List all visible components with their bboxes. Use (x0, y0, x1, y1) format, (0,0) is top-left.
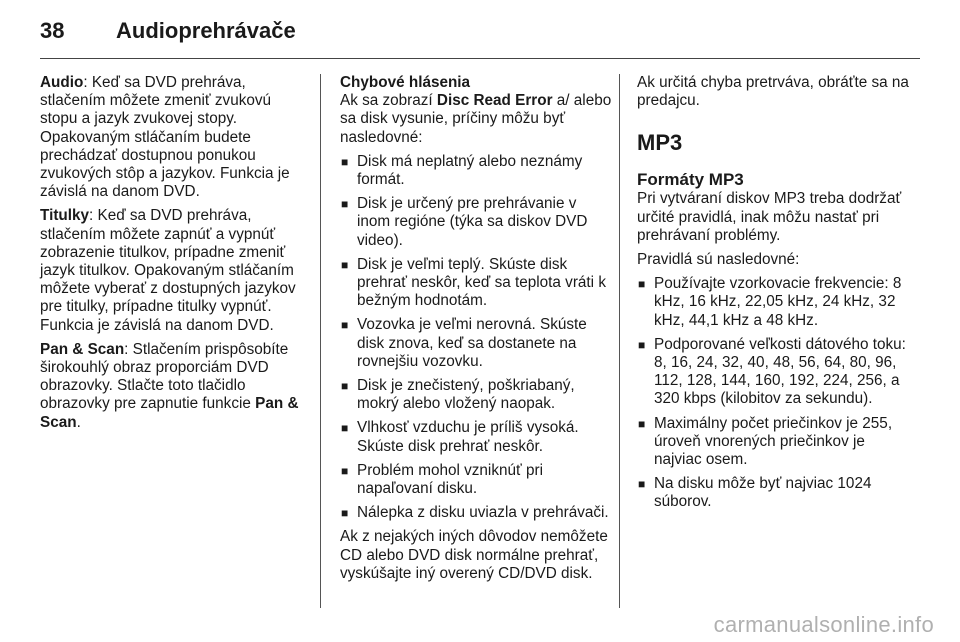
list-item-text: Disk je určený pre prehrávanie v inom regióne (týka sa diskov DVD video). (357, 195, 588, 249)
column-3 (637, 74, 909, 518)
column-divider-1 (320, 74, 321, 608)
titulky-text: : Keď sa DVD prehráva, stlačením môžete zapnúť a vypnúť zobrazenie titulkov, prípadne zmeniť jazyk titulkov. Opakovaným stláčaním môžete vyberať z dostupných jazykov pre titulky, prípadne titulky vypnúť. Funkcia je závislá na danom DVD. (40, 207, 296, 334)
watermark: carmanualsonline.info (713, 612, 934, 637)
mp3-rule-list (637, 275, 909, 511)
list-item (340, 377, 612, 413)
error-outro: Ak z nejakých iných dôvodov nemôžete CD alebo DVD disk normálne prehrať, vyskúšajte iný overený CD/DVD disk. (340, 528, 608, 582)
bullet-icon: ■ (341, 463, 349, 478)
bullet-icon: ■ (341, 318, 349, 333)
header-rule (40, 58, 920, 59)
error-intro-b: a/ alebo sa disk vysunie, príčiny môžu byť nasledovné: (340, 92, 612, 146)
mp3-formats-heading: Formáty MP3 (637, 170, 744, 190)
bullet-icon: ■ (341, 257, 349, 272)
list-item-text: Problém mohol vzniknúť pri napaľovaní disku. (357, 461, 543, 498)
disc-read-error-label: Disc Read Error (436, 92, 553, 110)
list-item-text: Podporované veľkosti dátového toku: 8, 16, 24, 32, 40, 48, 56, 64, 80, 96, 112, 128, 144, 160, 192, 224, 256, a 320 kbps (kilobitov za sekundu). (654, 335, 906, 408)
list-item (340, 195, 612, 250)
list-item-text: Nálepka z disku uviazla v prehrávači. (357, 504, 609, 522)
list-item (340, 153, 612, 189)
bullet-icon: ■ (341, 379, 349, 394)
bullet-icon: ■ (638, 416, 646, 431)
bullet-icon: ■ (638, 337, 646, 352)
audio-text: : Keď sa DVD prehráva, stlačením môžete zmeniť zvukovú stopu a jazyk zvukovej stopy. Opakovaným stláčaním budete prechádzať dostupnou ponukou zvukových stôp a jazykov. Funkcia je závislá na danom DVD. (40, 74, 290, 201)
error-heading: Chybové hlásenia (340, 74, 471, 91)
panscan-label-inline: Pan & Scan (40, 395, 299, 431)
mp3-rules-intro: Pri vytváraní diskov MP3 treba dodržať určité pravidlá, inak môžu nastať pri prehrávaní problémy. (637, 190, 902, 244)
list-item-text: Disk je znečistený, poškriabaný, mokrý alebo vložený naopak. (357, 377, 575, 413)
list-item-text: Na disku môže byť najviac 1024 súborov. (654, 475, 872, 511)
panscan-text: : Stlačením prispôsobíte širokouhlý obraz proporciám DVD obrazovky. Stlačte toto tlačidlo obrazovky pre zapnutie funkcie (40, 340, 289, 413)
list-item (340, 256, 612, 311)
list-item (637, 275, 909, 330)
list-item (340, 316, 612, 371)
bullet-icon: ■ (341, 197, 349, 212)
column-divider-2 (619, 74, 620, 608)
column-2 (340, 74, 612, 589)
list-item-text: Vlhkosť vzduchu je príliš vysoká. Skúste disk prehrať neskôr. (357, 419, 579, 455)
column-1 (40, 74, 312, 438)
audio-label: Audio (40, 74, 84, 91)
list-item (637, 415, 909, 470)
error-intro-a: Ak sa zobrazí (340, 92, 437, 110)
list-item-text: Vozovka je veľmi nerovná. Skúste disk znova, keď sa dostanete na rovnejšiu vozovku. (357, 316, 587, 370)
error-cause-list (340, 153, 612, 523)
bullet-icon: ■ (341, 421, 349, 436)
list-item-text: Maximálny počet priečinkov je 255, úroveň vnorených priečinkov je najviac osem. (654, 414, 893, 469)
page-title: Audioprehrávače (116, 18, 296, 43)
panscan-label: Pan & Scan (40, 340, 125, 358)
bullet-icon: ■ (341, 506, 349, 521)
panscan-paragraph (40, 341, 312, 432)
panscan-end: . (76, 413, 81, 431)
audio-paragraph (40, 74, 312, 201)
bullet-icon: ■ (638, 277, 646, 292)
bullet-icon: ■ (341, 154, 349, 169)
list-item-text: Disk má neplatný alebo neznámy formát. (357, 152, 583, 189)
list-item (340, 419, 612, 455)
titulky-paragraph (40, 207, 312, 334)
page-number: 38 (40, 18, 65, 43)
list-item (637, 475, 909, 511)
list-item (637, 336, 909, 409)
page-header (40, 18, 296, 48)
list-item (340, 504, 612, 522)
list-item (340, 462, 612, 498)
mp3-rules-lead: Pravidlá sú nasledovné: (637, 251, 800, 269)
list-item-text: Používajte vzorkovacie frekvencie: 8 kHz, 16 kHz, 22,05 kHz, 24 kHz, 32 kHz, 44,1 kHz a 48 kHz. (654, 275, 902, 329)
list-item-text: Disk je veľmi teplý. Skúste disk prehrať neskôr, keď sa teplota vráti k bežným hodnotám. (357, 255, 606, 310)
dealer-note: Ak určitá chyba pretrváva, obráťte sa na predajcu. (637, 74, 909, 110)
mp3-heading: MP3 (637, 130, 683, 156)
titulky-label: Titulky (40, 207, 90, 225)
error-intro (340, 92, 612, 147)
bullet-icon: ■ (638, 477, 646, 492)
